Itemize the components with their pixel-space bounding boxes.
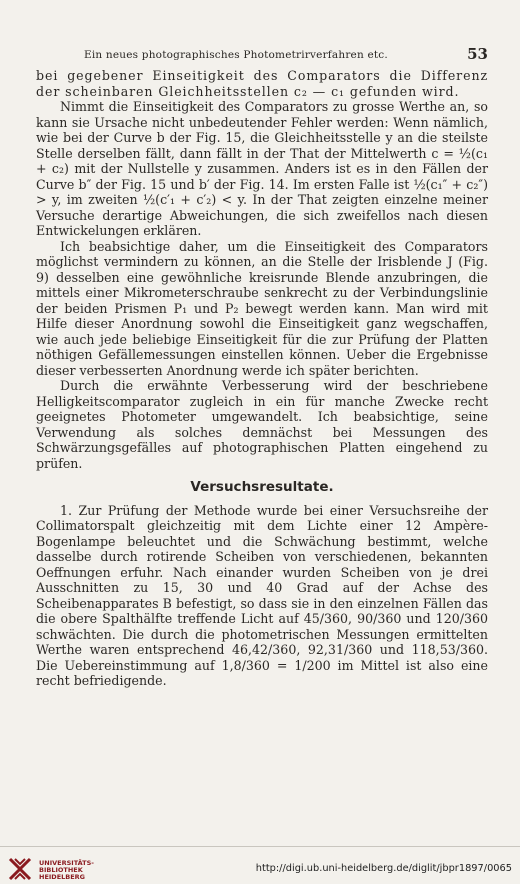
main-text <box>36 68 488 689</box>
running-header <box>36 45 488 67</box>
paragraph-4: Durch die erwähnte Verbesserung wird der beschriebene Helligkeitscomparator zugleich in ein für manche Zwecke recht geeignetes Photometer umgewandelt. Ich beabsichtige, seine Verwendung als solches demnächst bei Messungen des Schwärzungsgefälles auf photographischen Platten eingehend zu prüfen. <box>36 378 488 471</box>
library-logo[interactable] <box>7 856 117 882</box>
permalink-url[interactable]: http://digi.ub.uni-heidelberg.de/diglit/jbpr1897/0065 <box>255 863 512 874</box>
paragraph-3: Ich beabsichtige daher, um die Einseitigkeit des Comparators möglichst vermindern zu können, an die Stelle der Irisblende J (Fig. 9) desselben eine gewöhnliche kreisrunde Blende anzubringen, die mittels einer Mikrometerschraube senkrecht zu der Verbindungslinie der beiden Prismen P₁ und P₂ bewegt werden kann. Man wird mit Hilfe dieser Anordnung sowohl die Einseitigkeit ganz wegschaffen, wie auch jede beliebige Einseitigkeit für die zur Prüfung der Platten nöthigen Gefällemessungen einstellen können. Ueber die Ergebnisse dieser verbesserten Anordnung werde ich später berichten. <box>36 238 488 378</box>
library-name: UNIVERSITÄTS- BIBLIOTHEK HEIDELBERG <box>39 859 94 881</box>
page-number: 53 <box>467 45 488 63</box>
section-heading: Versuchsresultate. <box>190 479 334 495</box>
running-title: Ein neues photographisches Photometrirverfahren etc. <box>84 49 388 61</box>
library-seal-icon <box>7 856 33 882</box>
paragraph-2: Nimmt die Einseitigkeit des Comparators zu grosse Werthe an, so kann sie Ursache nicht unbedeutender Fehler werden: Wenn nämlich, wie bei der Curve b der Fig. 15, die Gleichheitsstelle y an die steilste Stelle derselben fällt, dann fällt in der That der Mittelwerth c = ½(c₁ + c₂) mit der Nullstelle y zusammen. Anders ist es in den Fällen der Curve b″ der Fig. 15 und b′ der Fig. 14. Im ersten Falle ist ½(c₁″ + c₂″) > y, im zweiten ½(c′₁ + c′₂) < y. In der That zeigten einzelne meiner Versuche derartige Abweichungen, die sich zweifellos nach diesen Entwickelungen erklären. <box>36 99 488 238</box>
section-paragraph: 1. Zur Prüfung der Methode wurde bei einer Versuchsreihe der Collimatorspalt gleichzeitig mit dem Lichte einer 12 Ampère-Bogenlampe beleuchtet und die Schwächung bestimmt, welche dasselbe durch rotirende Scheiben von verschiedenen, bekannten Oeffnungen erfuhr. Nach einander wurden Scheiben von je drei Ausschnitten zu 15, 30 und 40 Grad auf der Achse des Scheibenapparates B befestigt, so dass sie in den einzelnen Fällen das die obere Spalthälfte treffende Licht auf 45/360, 90/360 und 120/360 schwächten. Die durch die photometrischen Messungen ermittelten Werthe waren entsprechend 46,42/360, 92,31/360 und 118,53/360. Die Uebereinstimmung auf 1,8/360 = 1/200 im Mittel ist also eine recht befriedigende. <box>36 502 488 688</box>
footer-bar <box>0 846 520 884</box>
paragraph-1: bei gegebener Einseitigkeit des Comparators die Differenz der scheinbaren Gleichheitsstellen c₂ — c₁ gefunden wird. <box>36 68 488 99</box>
